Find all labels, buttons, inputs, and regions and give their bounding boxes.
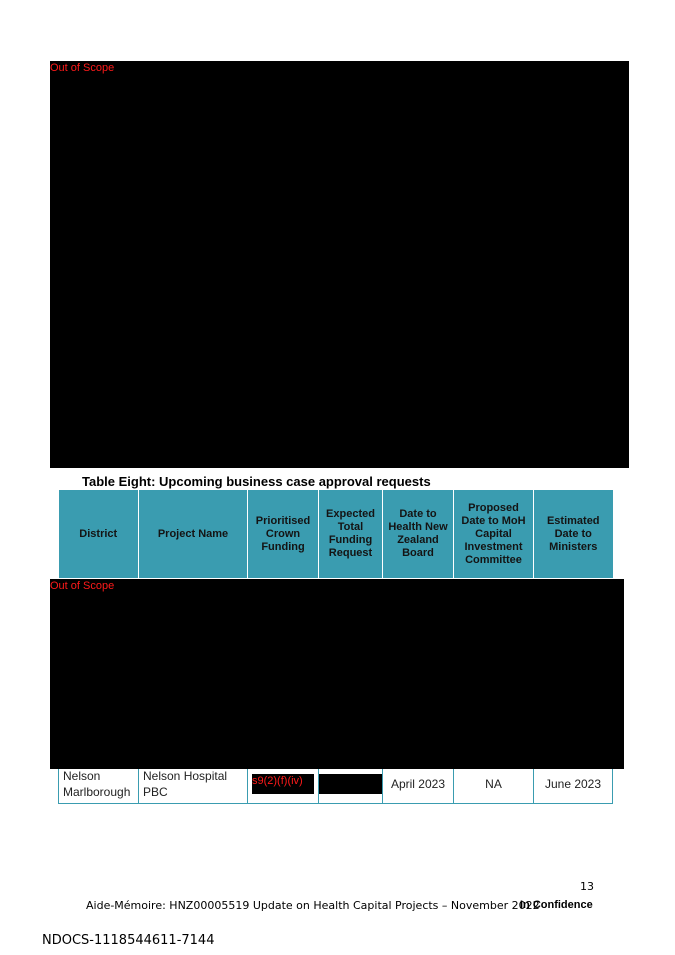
table-row <box>59 765 613 804</box>
classification-label: In Confidence <box>520 899 593 911</box>
col-header-ministers-date: Estimated Date to Ministers <box>534 490 613 579</box>
document-id: NDOCS-1118544611-7144 <box>42 933 215 948</box>
col-header-prioritised-funding: Prioritised Crown Funding <box>248 490 319 579</box>
cell-board-date: April 2023 <box>383 765 454 804</box>
table-header-row <box>59 490 613 579</box>
redaction-block-top <box>50 61 629 468</box>
cell-expected-funding <box>319 765 383 804</box>
table-caption: Table Eight: Upcoming business case approval requests <box>82 474 431 489</box>
cell-ministers-date: June 2023 <box>534 765 613 804</box>
col-header-project-name: Project Name <box>139 490 248 579</box>
col-header-expected-funding: Expected Total Funding Request <box>319 490 383 579</box>
redaction-label-top: Out of Scope <box>50 62 115 74</box>
col-header-board-date: Date to Health New Zealand Board <box>383 490 454 579</box>
cell-prioritised-funding <box>248 765 319 804</box>
footer-title: Aide-Mémoire: HNZ00005519 Update on Health Capital Projects – November 2022 <box>86 899 540 912</box>
redaction-label-table: Out of Scope <box>50 580 115 592</box>
cell-project-name: Nelson Hospital PBC <box>139 765 248 804</box>
redaction-block-table <box>50 579 624 769</box>
funding-redaction <box>252 774 314 794</box>
expected-funding-redaction <box>319 774 382 794</box>
page-number: 13 <box>580 880 594 893</box>
cell-moh-date: NA <box>454 765 534 804</box>
funding-redaction-label: s9(2)(f)(iv) <box>252 775 303 787</box>
col-header-district: District <box>59 490 139 579</box>
cell-district: Nelson Marlborough <box>59 765 139 804</box>
col-header-moh-date: Proposed Date to MoH Capital Investment Committee <box>454 490 534 579</box>
